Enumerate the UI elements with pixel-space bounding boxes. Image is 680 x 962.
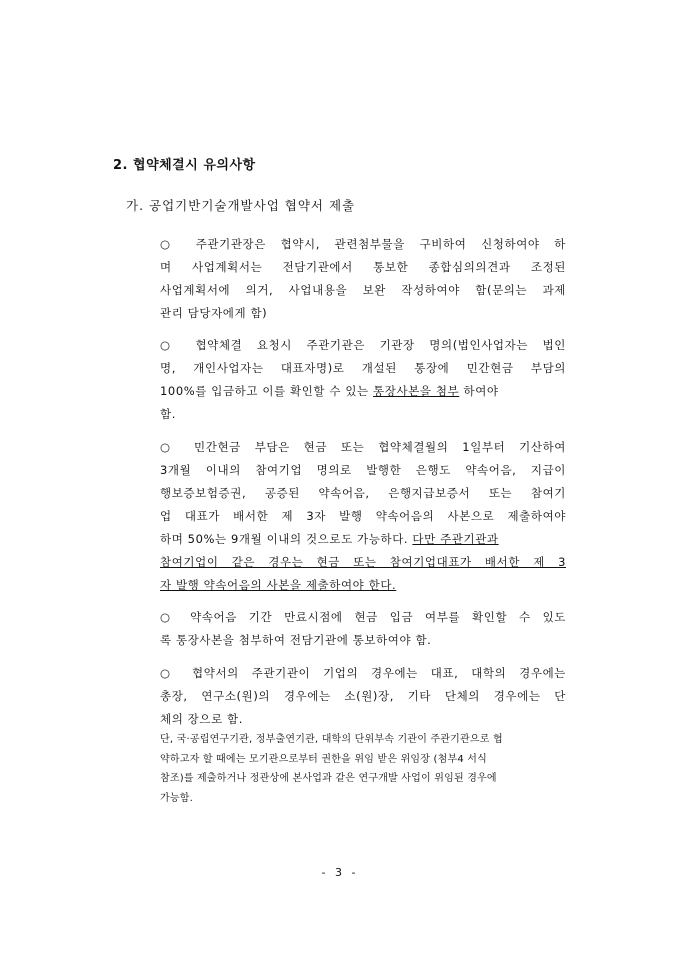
paragraph-line: 관리 담당자에게 함) bbox=[160, 306, 268, 320]
text-segment: 하여야 bbox=[459, 384, 499, 398]
paragraph-line: ○ 협약서의 주관기관이 기업의 경우에는 대표, 대학의 경우에는 bbox=[160, 666, 566, 680]
page-number: - 3 - bbox=[321, 866, 359, 879]
subsection-title: 가. 공업기반기술개발사업 협약서 제출 bbox=[126, 198, 356, 213]
paragraph-line: ○ 주관기관장은 협약시, 관련첨부물을 구비하여 신청하여야 하 bbox=[160, 237, 566, 251]
paragraph-submission bbox=[160, 233, 566, 325]
exception-note bbox=[160, 730, 568, 808]
paragraph-line: 명, 개인사업자는 대표자명)로 개설된 통장에 민간현금 부담의 bbox=[160, 361, 566, 375]
paragraph-line: 업 대표가 배서한 제 3자 발행 약속어음의 사본으로 제출하여야 bbox=[160, 509, 566, 523]
note-line: 가능함. bbox=[160, 792, 193, 804]
paragraph-line: 함. bbox=[160, 407, 176, 421]
paragraph-line-mixed bbox=[160, 528, 566, 551]
underlined-text: 다만 주관기관과 bbox=[412, 532, 499, 546]
note-line: 참조)를 제출하거나 정관상에 본사업과 같은 연구개발 사업이 위임된 경우에 bbox=[160, 773, 497, 784]
paragraph-line: 체의 장으로 함. bbox=[160, 712, 244, 726]
paragraph-promissory-note bbox=[160, 606, 566, 652]
paragraph-line: 3개월 이내의 참여기업 명의로 발행한 은행도 약속어음, 지급이 bbox=[160, 463, 566, 477]
paragraph-line: ○ 협약체결 요청시 주관기관은 기관장 명의(법인사업자는 법인 bbox=[160, 338, 566, 352]
paragraph-line: 며 사업계획서는 전담기관에서 통보한 종합심의의견과 조정된 bbox=[160, 260, 566, 274]
paragraph-line: 총장, 연구소(원)의 경우에는 소(원)장, 기타 단체의 경우에는 단 bbox=[160, 689, 566, 703]
text-segment: 하며 50%는 9개월 이내의 것으로도 가능하다. bbox=[160, 532, 413, 546]
paragraph-line: ○ 약속어음 기간 만료시점에 현금 입금 여부를 확인할 수 있도 bbox=[160, 610, 566, 624]
paragraph-line: ○ 민간현금 부담은 현금 또는 협약체결월의 1일부터 기산하여 bbox=[160, 440, 566, 454]
underlined-line: 참여기업이 같은 경우는 현금 또는 참여기업대표가 배서한 제 3 bbox=[160, 555, 566, 569]
paragraph-signatory bbox=[160, 662, 566, 731]
paragraph-line-mixed bbox=[160, 380, 566, 403]
paragraph-line: 사업계획서에 의거, 사업내용을 보완 작성하여야 함(문의는 과제 bbox=[160, 283, 566, 297]
paragraph-account bbox=[160, 334, 566, 426]
section-title: 2. 협약체결시 유의사항 bbox=[113, 158, 256, 173]
paragraph-cash-burden bbox=[160, 436, 566, 597]
paragraph-line: 행보증보험증권, 공증된 약속어음, 은행지급보증서 또는 참여기 bbox=[160, 486, 566, 500]
underlined-text: 통장사본을 첨부 bbox=[373, 384, 460, 398]
underlined-line: 자 발행 약속어음의 사본을 제출하여야 한다. bbox=[160, 578, 397, 592]
paragraph-line: 록 통장사본을 첨부하여 전담기관에 통보하여야 함. bbox=[160, 633, 432, 647]
note-line: 단, 국·공립연구기관, 정부출연기관, 대학의 단위부속 기관이 주관기관으로 협 bbox=[160, 734, 503, 745]
text-segment: 100%를 입금하고 이를 확인할 수 있는 bbox=[160, 384, 374, 398]
note-line: 약하고자 할 때에는 모기관으로부터 권한을 위임 받은 위임장 (첨부4 서식 bbox=[160, 753, 488, 765]
